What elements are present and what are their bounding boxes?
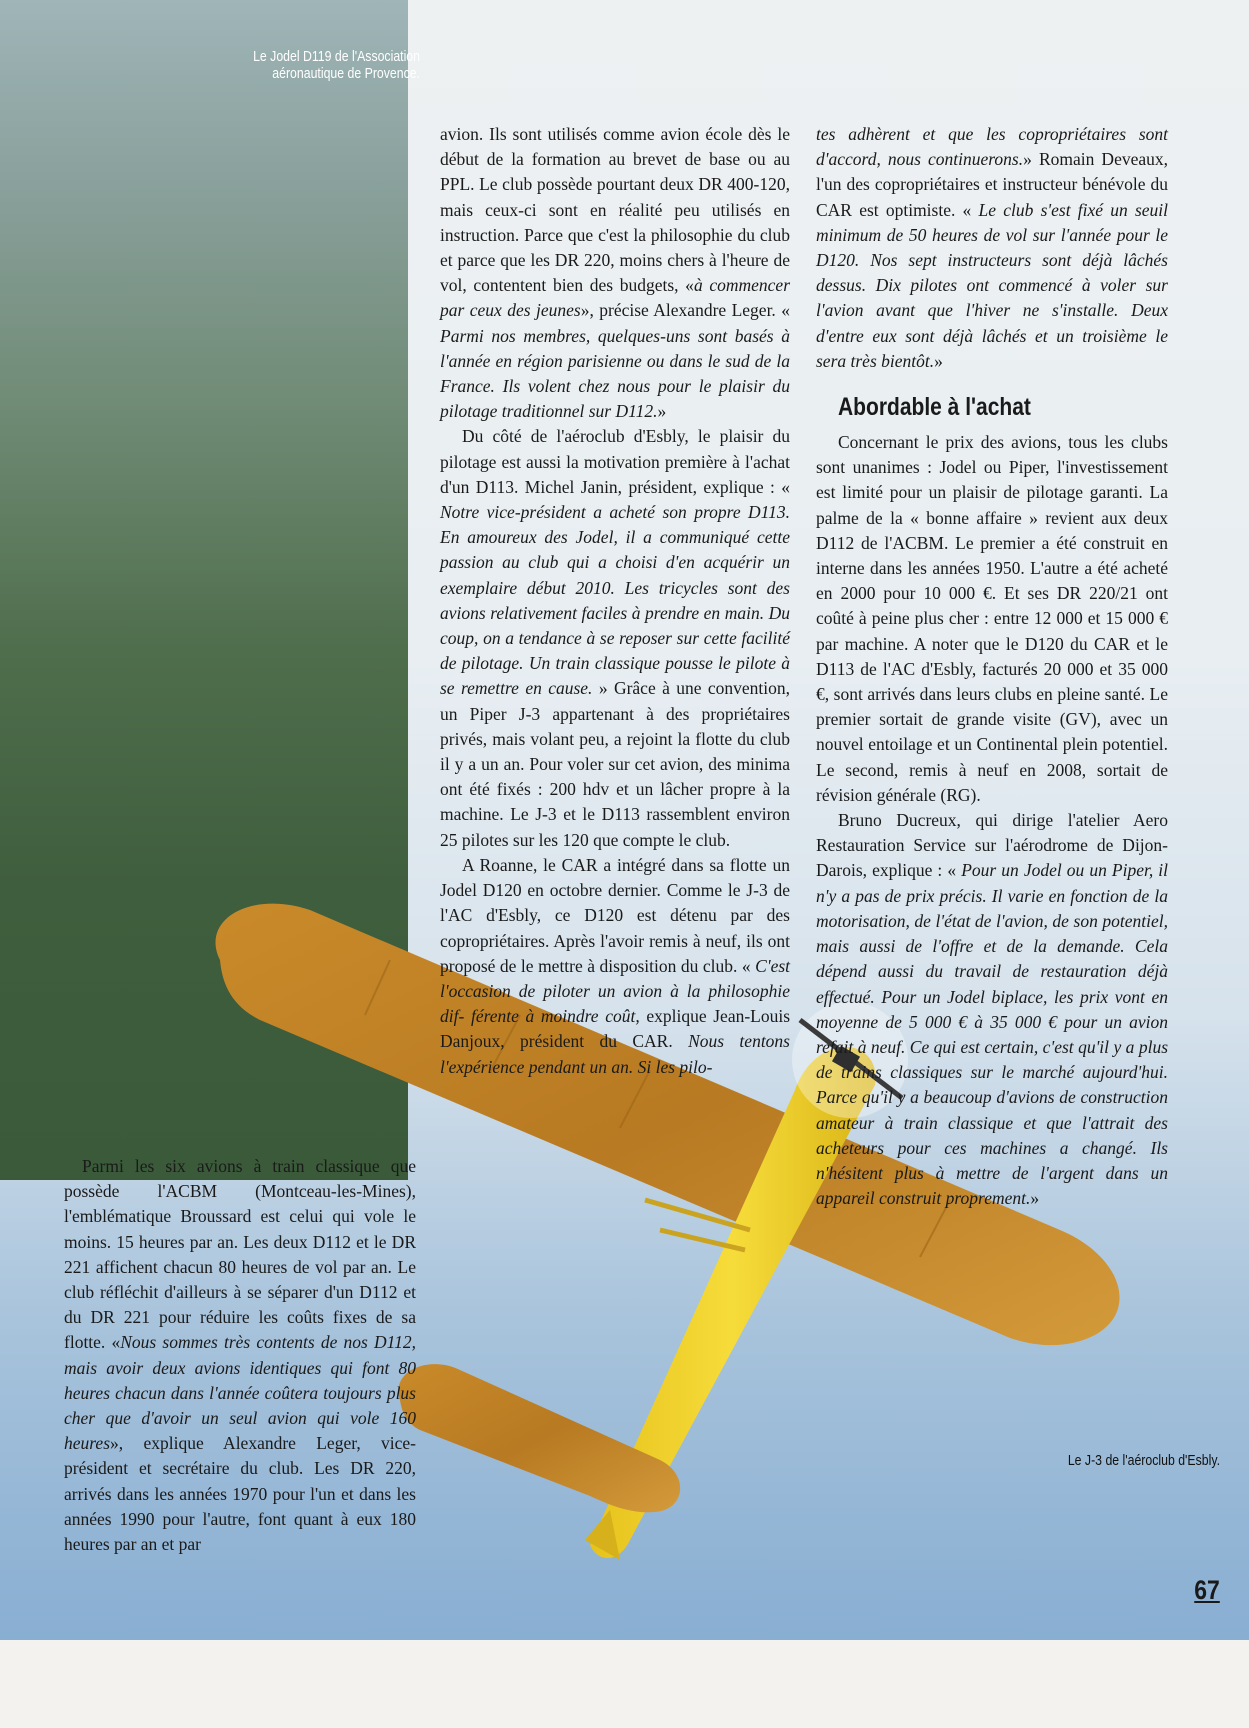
article-column-3 — [64, 1154, 416, 1557]
paragraph: A Roanne, le CAR a intégré dans sa flotte un Jodel D120 en octobre dernier. Comme le J-3 de l'AC d'Esbly, ce D120 est détenu par des copropriétaires. Après l'avoir remis à neuf, ils ont proposé de le mettre à disposition du club. « C'est l'occasion de piloter un avion à la philosophie dif- férente à moindre coût, explique Jean-Louis Danjoux, président du CAR. Nous tentons l'expérience pendant un an. Si les pilo- — [440, 854, 791, 1077]
section-heading: Abordable à l'achat — [838, 393, 1031, 422]
paragraph: Bruno Ducreux, qui dirige l'atelier Aero Restauration Service sur l'aérodrome de Dijon-Darois, explique : « Pour un Jodel ou un Piper, il n'y a pas de prix précis. Il varie en fonction de la motorisation, de l'état de l'avion, de son potentiel, mais aussi de l'offre et de la demande. Cela dépend aussi du travail de restauration déjà effectué. Pour un Jodel biplace, les prix vont en moyenne de 5 000 € à 35 000 € pour un avion refait à neuf. Ce qui est certain, c'est qu'il y a plus de trains classiques sur le marché aujourd'hui. Parce qu'il y a beaucoup d'avions de construction amateur à train classique et que l'attrait des acheteurs pour ces machines a changé. Ils n'hésitent plus à mettre de l'argent dans un appareil construit proprement.» — [816, 810, 1169, 1209]
paragraph: Parmi les six avions à train classique que possède l'ACBM (Montceau-les-Mines), l'emblématique Broussard est celui qui vole le moins. 15 heures par an. Les deux D112 et le DR 221 affichent chacun 80 heures de vol par an. Le club réfléchit d'ailleurs à se séparer d'un D112 et du DR 221 pour réduire les coûts fixes de sa flotte. «Nous sommes très contents de nos D112, mais avoir deux avions identiques qui font 80 heures chacun dans l'année coûtera toujours plus cher que d'avoir un seul avion qui vole 160 heures», explique Alexandre Leger, vice-président et secrétaire du club. Les DR 220, arrivés dans les années 1970 pour l'un et dans les années 1990 pour l'autre, font quant à eux 180 heures par an et par — [64, 1156, 416, 1555]
photo-caption-top: Le Jodel D119 de l'Association aéronautique de Provence. — [253, 48, 420, 82]
paragraph: tes adhèrent et que les copropriétaires sont d'accord, nous continuerons.» Romain Deveaux, l'un des copropriétaires et instructeur bénévole du CAR est optimiste. « Le club s'est fixé un seuil minimum de 50 heures de vol sur l'année pour le D120. Nos sept instructeurs sont déjà lâchés dessus. Dix pilotes ont commencé à voler sur l'avion avant que l'hiver ne s'installe. Deux d'entre eux sont déjà lâchés et un troisième le sera très bientôt.» — [816, 124, 1169, 371]
paragraph: avion. Ils sont utilisés comme avion école dès le début de la formation au brevet de base ou au PPL. Le club possède pourtant deux DR 400-120, mais ceux-ci sont en réalité peu utilisés en instruction. Parce que c'est la philosophie du club et parce que les DR 220, moins chers à l'heure de vol, contentent bien des budgets, «à commencer par ceux des jeunes», précise Alexandre Leger. « Parmi nos membres, quelques-uns sont basés à l'année en région parisienne ou dans le sud de la France. Ils volent chez nous pour le plaisir du pilotage traditionnel sur D112.» — [440, 124, 790, 422]
page-margin — [0, 1640, 1249, 1728]
photo-caption-bottom: Le J-3 de l'aéroclub d'Esbly. — [1067, 1452, 1220, 1469]
paragraph: Du côté de l'aéroclub d'Esbly, le plaisir du pilotage est aussi la motivation première à l'achat d'un D113. Michel Janin, président, explique : « Notre vice-président a acheté son propre D113. En amoureux des Jodel, il a communiqué cette passion au club qui a choisi d'en acquérir un exemplaire début 2010. Les tricycles sont des avions relativement faciles à prendre en main. Du coup, on a tendance à se reposer sur cette facilité de pilotage. Un train classique pousse le pilote à se remettre en cause. » Grâce à une convention, un Piper J-3 appartenant à des propriétaires privés, mais volant peu, a rejoint la flotte du club il y a un an. Pour voler sur cet avion, des minima ont été fixés : 200 hdv et un lâcher propre à la machine. Le J-3 et le D113 rassemblent environ 25 pilotes sur les 120 que compte le club. — [440, 426, 790, 850]
article-column-1 — [440, 122, 790, 1080]
page-number: 67 — [1194, 1575, 1220, 1605]
article-column-2 — [816, 122, 1168, 1211]
paragraph: Concernant le prix des avions, tous les clubs sont unanimes : Jodel ou Piper, l'investissement est limité pour un plaisir de pilotage garanti. La palme de la « bonne affaire » revient aux deux D112 de l'ACBM. Le premier a été construit en interne dans les années 1950. L'autre a été acheté en 2000 pour 10 000 €. Et ses DR 220/21 ont coûté à peine plus cher : entre 12 000 et 15 000 € par machine. A noter que le D120 du CAR et le D113 de l'AC d'Esbly, facturés 20 000 et 35 000 €, sont arrivés dans leurs clubs en pleine santé. Le premier sortait de grande visite (GV), avec un nouvel entoilage et un Continental plein potentiel. Le second, remis à neuf en 2008, sortait de révision générale (RG). — [816, 432, 1168, 805]
